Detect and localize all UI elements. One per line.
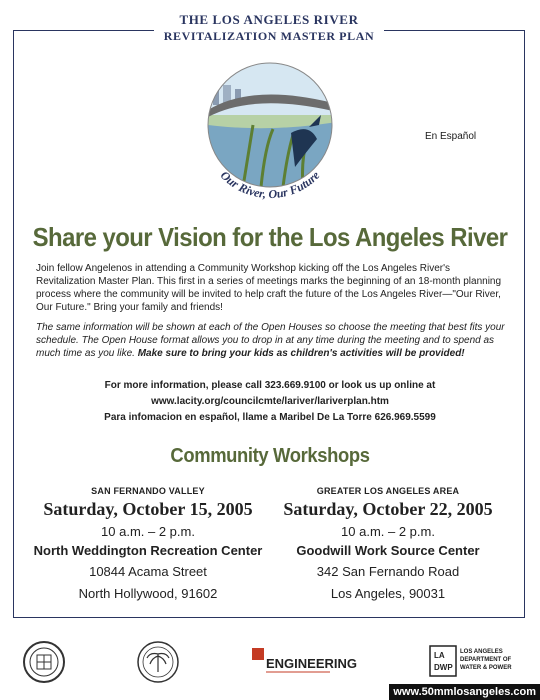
workshop-address: 10844 Acama Street [89, 564, 207, 579]
workshops-title: Community Workshops [170, 445, 370, 467]
workshop-city: Los Angeles, 90031 [330, 586, 446, 601]
site-url-watermark: www.50mmlosangeles.com [389, 684, 540, 700]
workshop-region: SAN FERNANDO VALLEY [91, 486, 205, 496]
workshop-san-fernando [23, 486, 273, 601]
engineering-label: ENGINEERING [266, 656, 358, 671]
workshop-city: North Hollywood, 91602 [78, 586, 218, 601]
contact-info [0, 378, 540, 426]
plan-title [154, 8, 384, 46]
workshop-venue: Goodwill Work Source Center [296, 543, 480, 558]
kids-activities-note: Make sure to bring your kids as children's activities will be provided! [137, 348, 465, 359]
workshop-date: Saturday, October 22, 2005 [283, 499, 493, 519]
plan-title-line1: THE LOS ANGELES RIVER [179, 12, 359, 27]
intro-paragraph: Join fellow Angelenos in attending a Community Workshop kicking off the Los Angeles River's Revitalization Master Plan. This first in a series of meetings marks the beginning of an 18-month planning process where the community will be invited to help craft the future of the Los Angeles River—"Our River, Our Future." Bring your family and friends! [36, 263, 502, 313]
city-seal-icon [22, 640, 66, 684]
ladwp-logo [430, 644, 526, 680]
svg-text:LA: LA [434, 651, 445, 660]
workshop-region: GREATER LOS ANGELES AREA [316, 486, 460, 496]
workshop-address: 342 San Fernando Road [316, 564, 460, 579]
plan-title-line2: REVITALIZATION MASTER PLAN [163, 29, 375, 43]
svg-text:DWP: DWP [434, 663, 453, 672]
spanish-link[interactable]: En Español [425, 131, 477, 142]
workshop-date: Saturday, October 15, 2005 [43, 499, 253, 519]
workshop-time: 10 a.m. – 2 p.m. [101, 524, 195, 539]
contact-spanish-line: Para infomacion en español, llame a Maribel De La Torre 626.969.5599 [104, 412, 436, 423]
engineering-mark-icon [252, 640, 358, 680]
workshop-time: 10 a.m. – 2 p.m. [341, 524, 435, 539]
ladwp-label: LOS ANGELES DEPARTMENT OF WATER & POWER [460, 649, 512, 671]
open-house-paragraph [36, 321, 506, 360]
open-house-text: The same information will be shown at each of the Open Houses so choose the meeting that best fits your schedule. The Open House format allows you to drop in at any time during the meeting and to spend as much time as you like. [36, 322, 505, 359]
river-logo [183, 55, 357, 215]
engineering-logo [252, 640, 358, 680]
workshop-greater-la [263, 486, 513, 601]
contact-phone-line: For more information, please call 323.669.9100 or look us up online at [104, 380, 436, 391]
river-seal-icon [136, 640, 180, 684]
contact-website[interactable]: www.lacity.org/councilcmte/lariver/lariverplan.htm [151, 396, 389, 407]
workshop-venue: North Weddington Recreation Center [33, 543, 263, 558]
logo-tagline: Our River, Our Future [217, 168, 323, 202]
headline: Share your Vision for the Los Angeles River [32, 222, 508, 252]
